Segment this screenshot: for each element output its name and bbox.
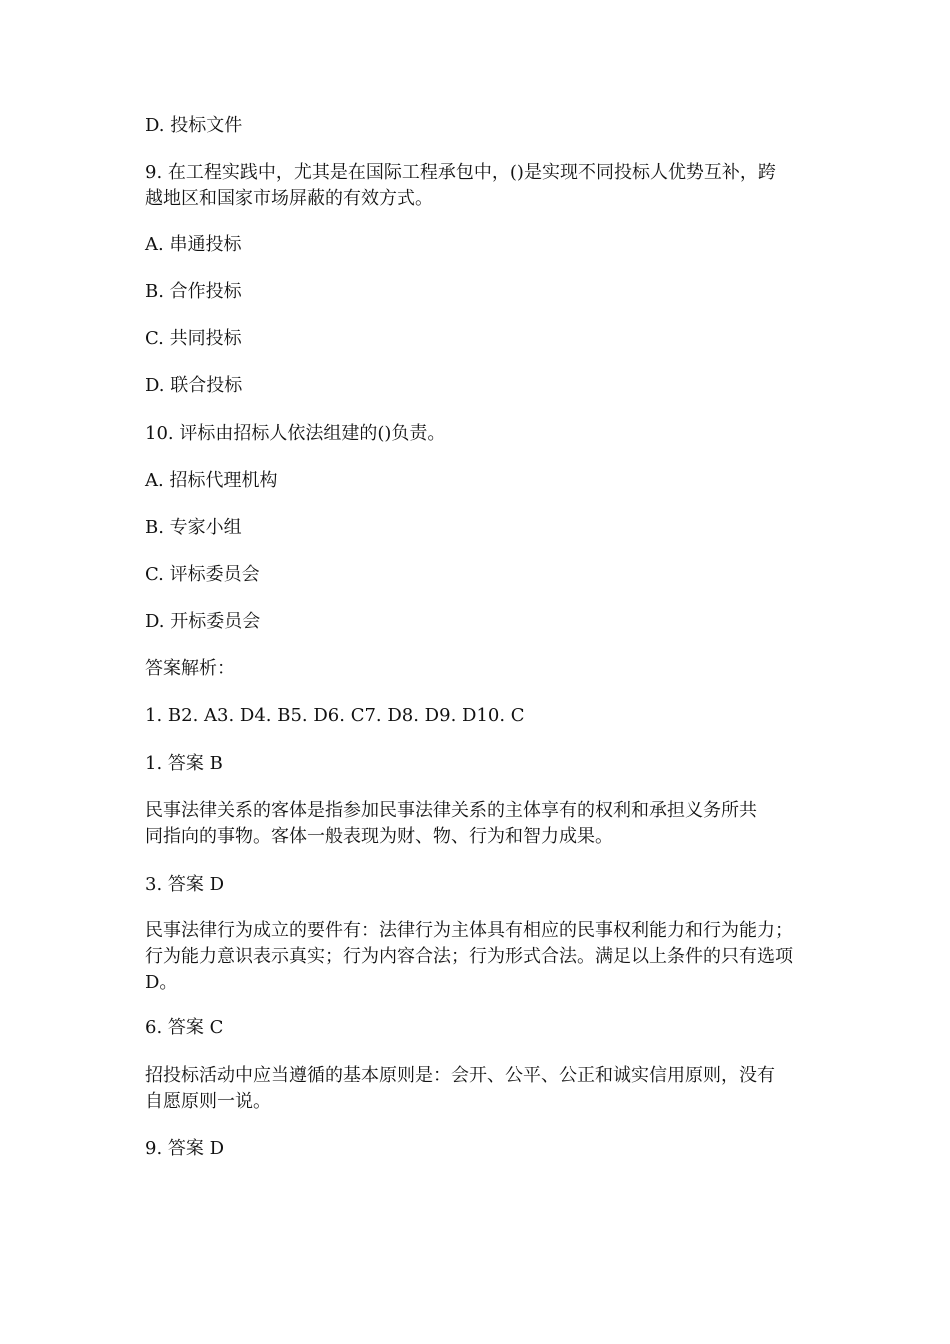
q9-option-a: A. 串通投标 bbox=[145, 234, 242, 255]
q9-option-c: C. 共同投标 bbox=[145, 328, 242, 349]
explanation-6-text bbox=[145, 1063, 825, 1115]
explanation-3-line2: 行为能力意识表示真实；行为内容合法；行为形式合法。满足以上条件的只有选项 bbox=[145, 946, 793, 967]
explanation-6-line1: 招投标活动中应当遵循的基本原则是：会开、公平、公正和诚实信用原则，没有 bbox=[145, 1065, 775, 1086]
explanation-1-label: 1. 答案 B bbox=[145, 753, 223, 774]
q9-option-d: D. 联合投标 bbox=[145, 375, 243, 396]
explanation-6-line2: 自愿原则一说。 bbox=[145, 1091, 271, 1112]
explanation-1-line2: 同指向的事物。客体一般表现为财、物、行为和智力成果。 bbox=[145, 826, 613, 847]
explanation-9-label: 9. 答案 D bbox=[145, 1138, 225, 1159]
explanation-6-label: 6. 答案 C bbox=[145, 1017, 224, 1038]
q9-stem-line1: 9. 在工程实践中，尤其是在国际工程承包中，()是实现不同投标人优势互补，跨 bbox=[145, 162, 776, 183]
q10-option-c: C. 评标委员会 bbox=[145, 564, 260, 585]
q10-option-b: B. 专家小组 bbox=[145, 517, 242, 538]
explanation-1-line1: 民事法律关系的客体是指参加民事法律关系的主体享有的权利和承担义务所共 bbox=[145, 800, 757, 821]
q9-stem bbox=[145, 160, 825, 212]
answers-summary: 1. B2. A3. D4. B5. D6. C7. D8. D9. D10. C bbox=[145, 705, 525, 726]
q8-option-d: D. 投标文件 bbox=[145, 115, 243, 136]
q9-stem-line2: 越地区和国家市场屏蔽的有效方式。 bbox=[145, 188, 433, 209]
explanation-3-label: 3. 答案 D bbox=[145, 874, 225, 895]
explanation-3-text bbox=[145, 918, 825, 996]
explanation-3-line3: D。 bbox=[145, 972, 178, 993]
explanation-1-text bbox=[145, 798, 825, 850]
q9-option-b: B. 合作投标 bbox=[145, 281, 242, 302]
answers-heading: 答案解析： bbox=[145, 658, 235, 679]
q10-option-d: D. 开标委员会 bbox=[145, 611, 261, 632]
q10-option-a: A. 招标代理机构 bbox=[145, 470, 278, 491]
q10-stem: 10. 评标由招标人依法组建的()负责。 bbox=[145, 423, 446, 444]
explanation-3-line1: 民事法律行为成立的要件有：法律行为主体具有相应的民事权利能力和行为能力； bbox=[145, 920, 793, 941]
